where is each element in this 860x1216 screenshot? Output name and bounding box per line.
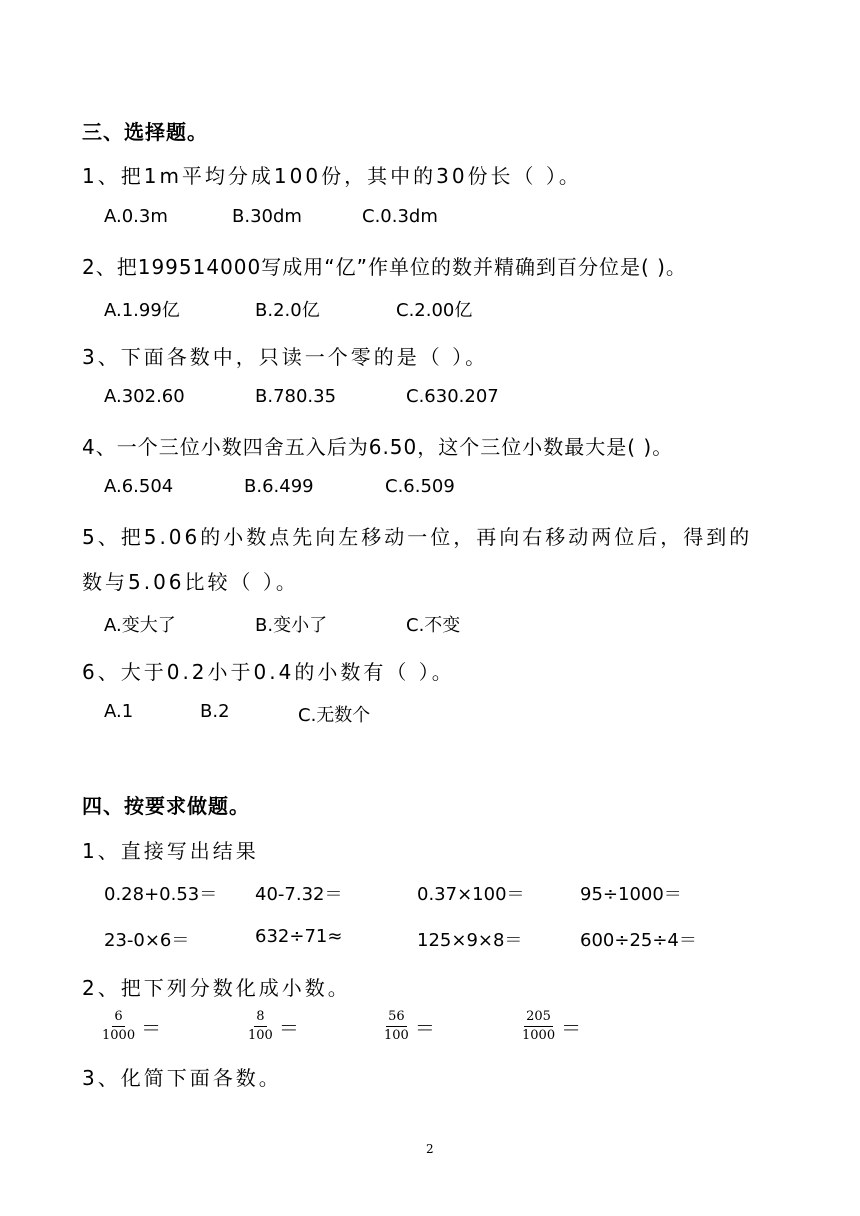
equals-sign: ＝ [561, 1016, 582, 1040]
equals-sign: ＝ [141, 1016, 162, 1040]
option-2c: C.2.00亿 [396, 300, 473, 321]
option-3c: C.630.207 [406, 386, 499, 407]
calc-item: 632÷71≈ [255, 926, 343, 947]
option-4a: A.6.504 [104, 476, 174, 497]
option-1b: B.30dm [232, 206, 302, 227]
question-3: 3、下面各数中，只读一个零的是（ ）。 [82, 345, 489, 369]
question-6: 6、大于0.2小于0.4的小数有（ ）。 [82, 660, 455, 684]
calc-item: 600÷25÷4＝ [580, 930, 697, 951]
fraction-denominator: 1000 [102, 1028, 136, 1043]
question-5-line1: 5、把5.06的小数点先向左移动一位，再向右移动两位后，得到的 [82, 525, 753, 549]
calc-item: 23-0×6＝ [104, 930, 190, 951]
option-6c: C.无数个 [298, 705, 371, 726]
question-4: 4、一个三位小数四舍五入后为6.50，这个三位小数最大是( )。 [82, 435, 674, 459]
fraction-numerator: 56 [386, 1010, 407, 1027]
calc-item: 95÷1000＝ [580, 884, 682, 905]
equals-sign: ＝ [278, 1016, 299, 1040]
option-2b: B.2.0亿 [255, 300, 320, 321]
page-number: 2 [426, 1142, 434, 1156]
fraction-item [248, 1010, 299, 1043]
option-6b: B.2 [200, 701, 230, 722]
calc-item: 125×9×8＝ [417, 930, 523, 951]
option-2a: A.1.99亿 [104, 300, 180, 321]
calc-item: 40-7.32＝ [255, 884, 343, 905]
task-3: 3、化简下面各数。 [82, 1066, 282, 1090]
fraction-item [384, 1010, 435, 1043]
fraction-numerator: 6 [112, 1010, 124, 1027]
section-title-tasks: 四、按要求做题。 [82, 794, 250, 818]
option-4c: C.6.509 [385, 476, 455, 497]
fraction-denominator: 100 [248, 1028, 273, 1043]
section-title-choice: 三、选择题。 [82, 120, 208, 144]
option-4b: B.6.499 [244, 476, 314, 497]
option-6a: A.1 [104, 701, 134, 722]
option-5a: A.变大了 [104, 615, 176, 636]
option-1c: C.0.3dm [362, 206, 438, 227]
task-2: 2、把下列分数化成小数。 [82, 976, 351, 1000]
question-5-line2: 数与5.06比较（ ）。 [82, 570, 299, 594]
equals-sign: ＝ [414, 1016, 435, 1040]
option-5c: C.不变 [406, 615, 461, 636]
fraction-numerator: 205 [524, 1010, 553, 1027]
fraction-item [522, 1010, 581, 1043]
option-3a: A.302.60 [104, 386, 185, 407]
option-3b: B.780.35 [255, 386, 337, 407]
fraction-denominator: 1000 [522, 1028, 556, 1043]
task-1: 1、直接写出结果 [82, 839, 259, 863]
calc-item: 0.37×100＝ [417, 884, 525, 905]
fraction-item [102, 1010, 161, 1043]
question-2: 2、把199514000写成用“亿”作单位的数并精确到百分位是( )。 [82, 255, 687, 279]
option-5b: B.变小了 [255, 615, 328, 636]
option-1a: A.0.3m [104, 206, 168, 227]
question-1: 1、把1m平均分成100份，其中的30份长（ ）。 [82, 164, 582, 188]
fraction-denominator: 100 [384, 1028, 409, 1043]
fraction-numerator: 8 [254, 1010, 266, 1027]
calc-item: 0.28+0.53＝ [104, 884, 218, 905]
